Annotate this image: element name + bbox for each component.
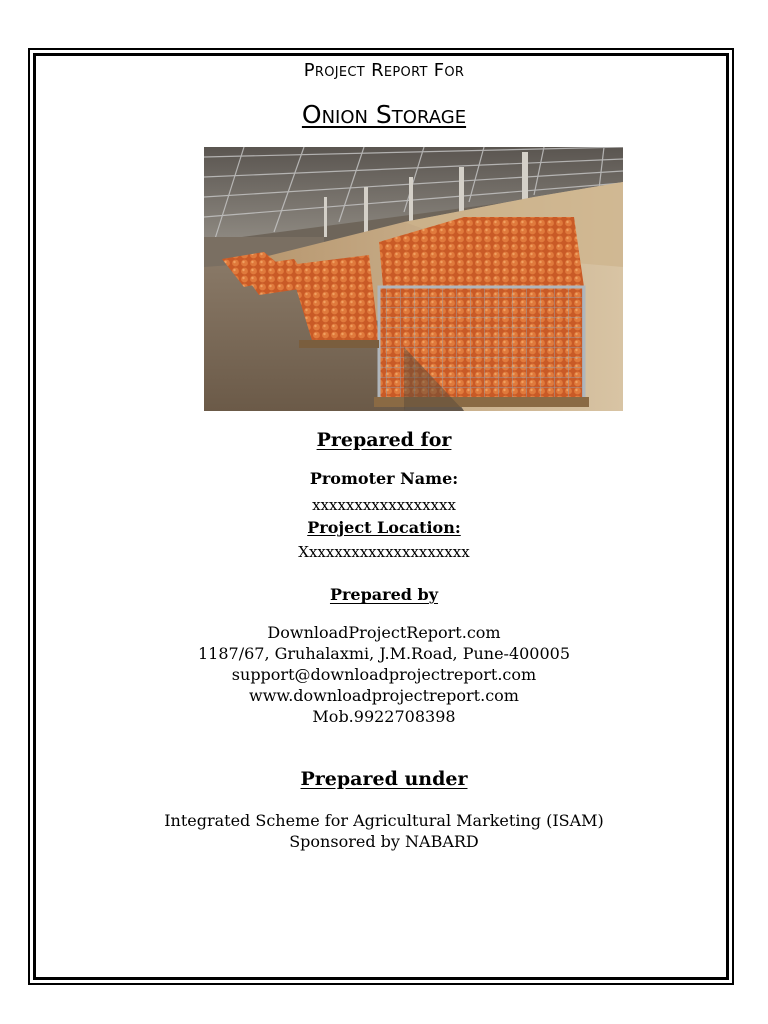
- company-name: DownloadProjectReport.com: [267, 623, 501, 642]
- project-location-label: Project Location:: [307, 518, 461, 537]
- scheme-name: Integrated Scheme for Agricultural Marketing (ISAM): [164, 811, 604, 830]
- prepared-by-heading: Prepared by: [329, 585, 439, 604]
- company-email: support@downloadprojectreport.com: [231, 665, 537, 684]
- company-address: 1187/67, Gruhalaxmi, J.M.Road, Pune-400005: [197, 644, 571, 663]
- prepared-for-heading: Prepared for: [316, 429, 452, 451]
- company-website: www.downloadprojectreport.com: [249, 686, 519, 705]
- company-mobile: Mob.9922708398: [312, 707, 456, 726]
- report-for-label: Project Report For: [303, 60, 465, 81]
- promoter-name-value: xxxxxxxxxxxxxxxxx: [312, 496, 456, 514]
- project-location-value: Xxxxxxxxxxxxxxxxxxxx: [298, 543, 470, 561]
- scheme-sponsor: Sponsored by NABARD: [289, 832, 479, 851]
- promoter-name-label: Promoter Name:: [309, 469, 459, 488]
- onion-storage-photo: [204, 147, 623, 411]
- document-title: Onion Storage: [301, 100, 467, 129]
- prepared-under-heading: Prepared under: [300, 768, 468, 790]
